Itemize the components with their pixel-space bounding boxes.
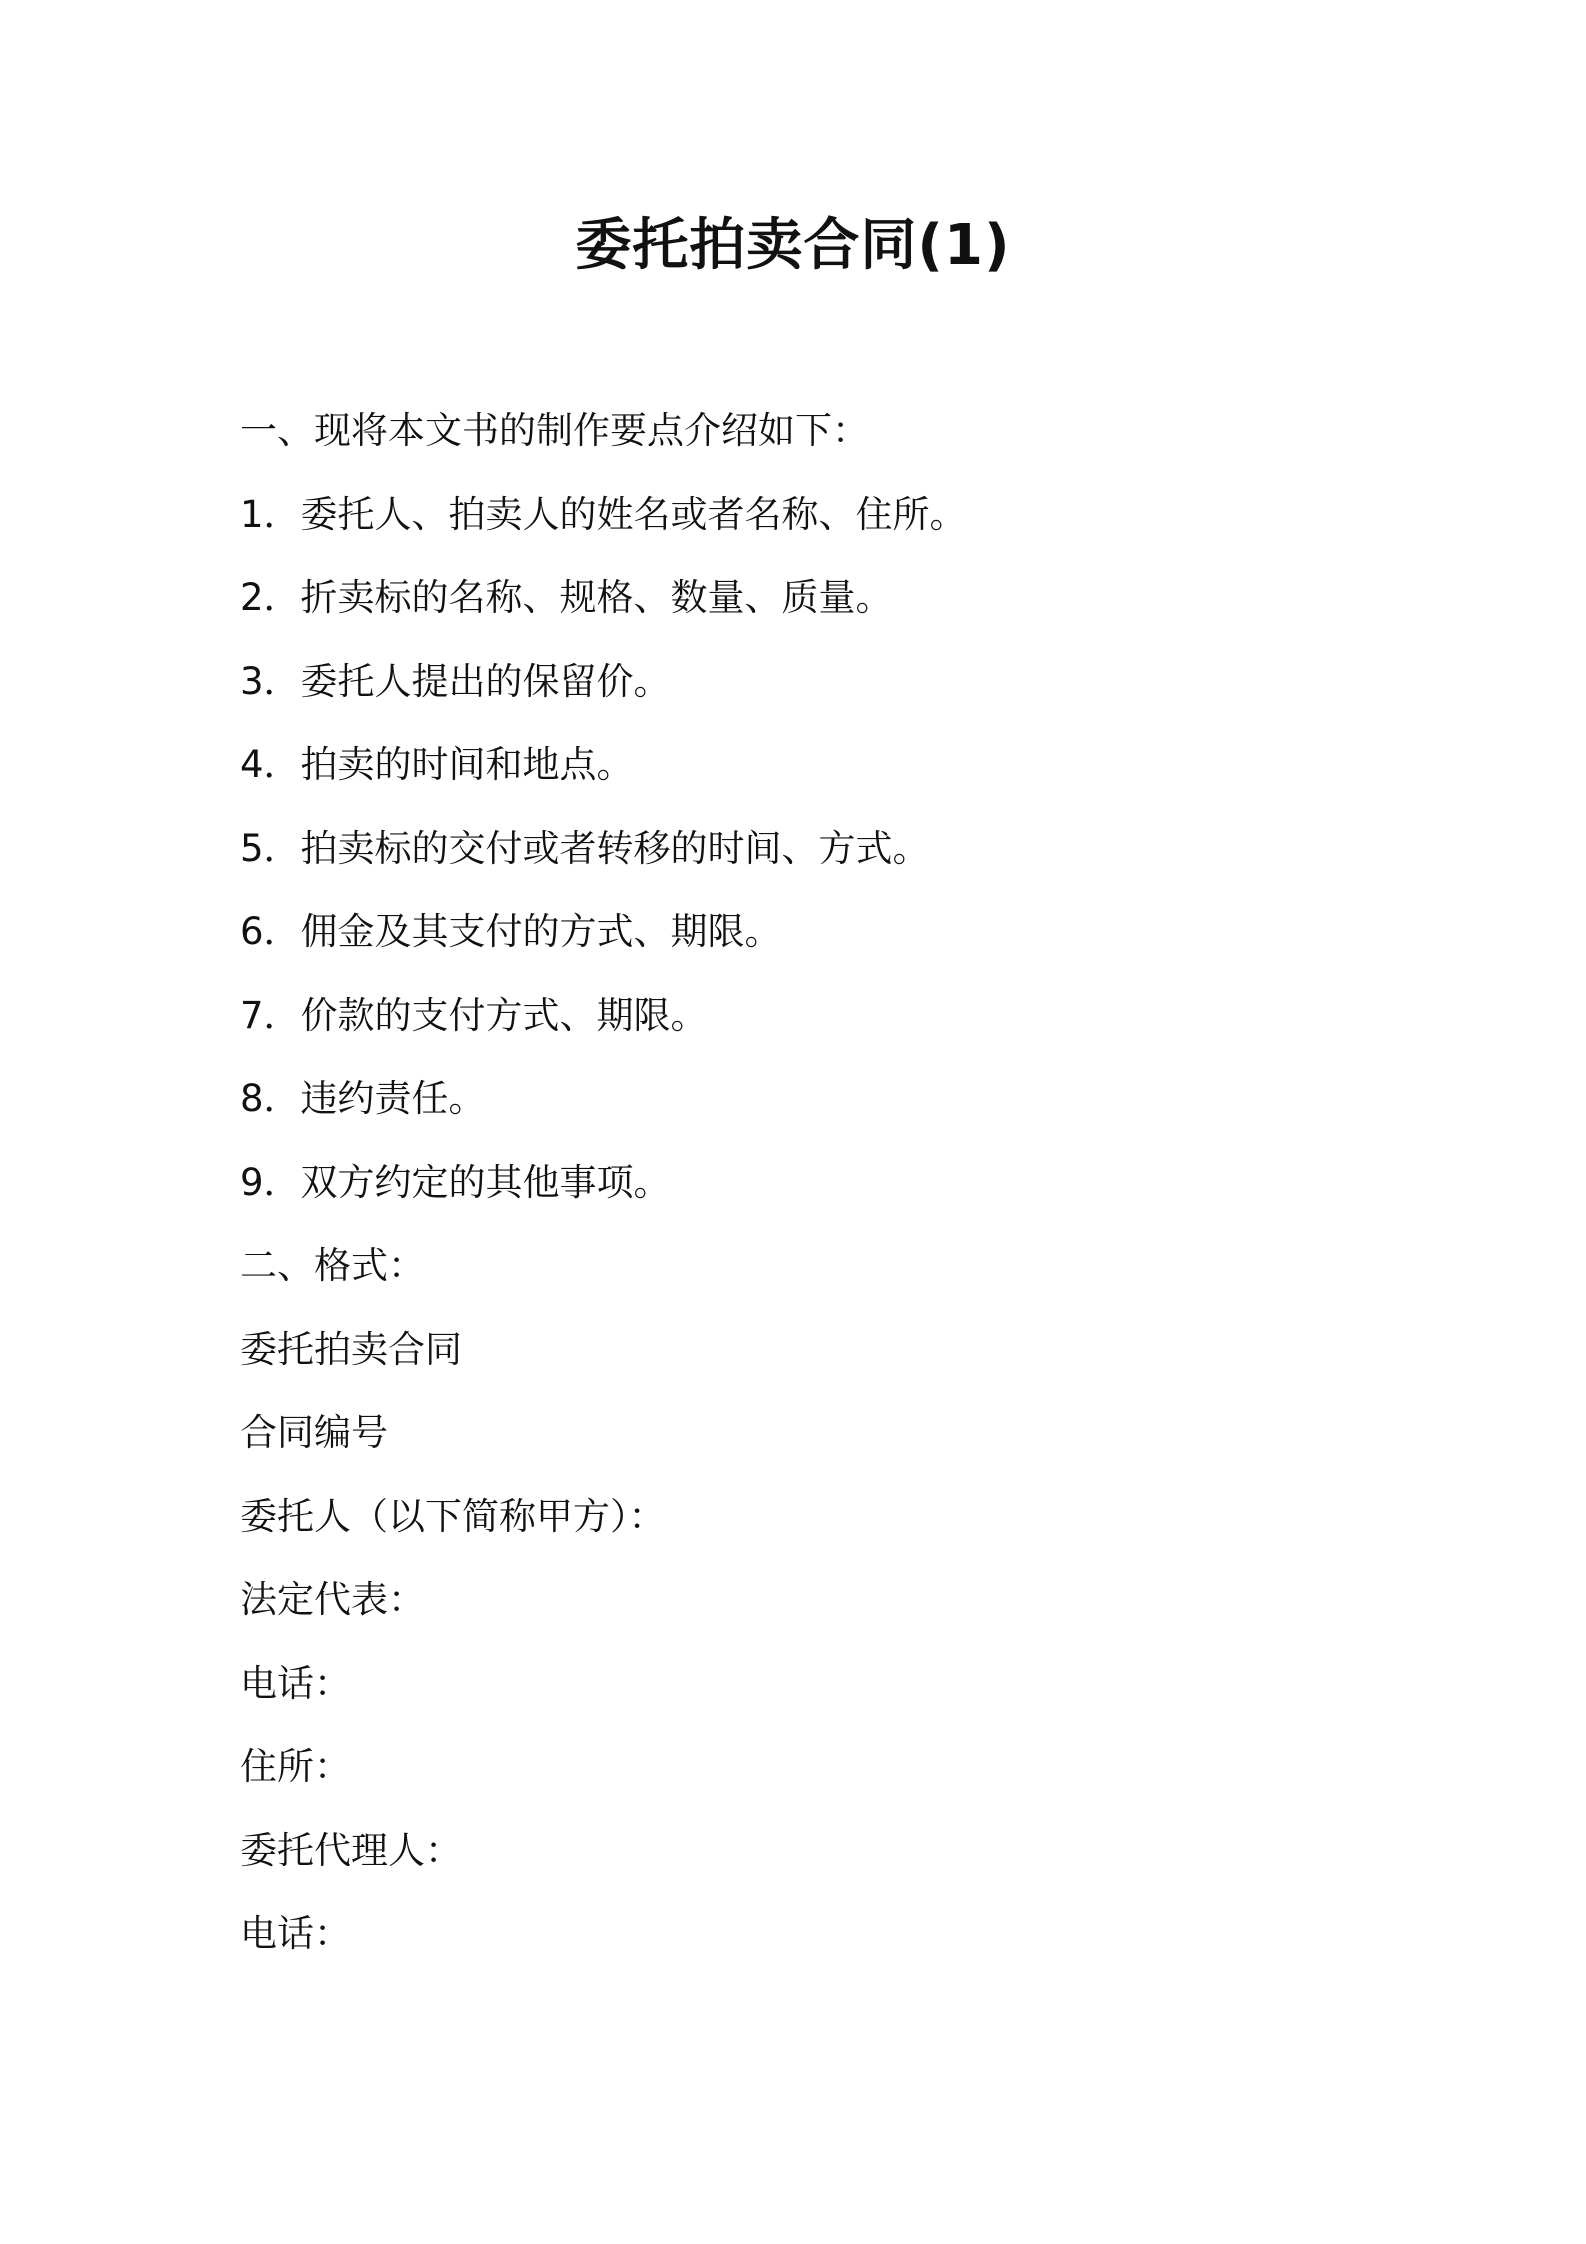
- list-item: [240, 1074, 1350, 1124]
- item-text: 委托人、拍卖人的姓名或者名称、住所。: [300, 492, 967, 536]
- item-number: 7．: [240, 993, 301, 1037]
- item-number: 3．: [240, 659, 301, 703]
- item-number: 2．: [240, 576, 301, 619]
- item-number: 4．: [240, 743, 301, 786]
- document-title: 委托拍卖合同(1): [575, 213, 1011, 278]
- list-item: [240, 740, 1350, 790]
- list-item: [240, 657, 1350, 707]
- list-item: [240, 907, 1350, 957]
- list-item: [240, 490, 1350, 540]
- item-number: 9．: [240, 1160, 301, 1204]
- item-number: 1．: [240, 492, 301, 536]
- item-number: 5．: [240, 826, 301, 870]
- agent-line: 委托代理人：: [240, 1828, 462, 1872]
- section-heading-1: 一、现将本文书的制作要点介绍如下：: [240, 409, 869, 452]
- list-item: [240, 573, 1350, 623]
- list-item: [240, 824, 1350, 874]
- section-heading-2: 二、格式：: [240, 1244, 425, 1287]
- phone-line: 电话：: [240, 1661, 351, 1705]
- item-text: 拍卖的时间和地点。: [300, 743, 634, 786]
- legal-representative-line: 法定代表：: [240, 1578, 425, 1621]
- item-text: 违约责任。: [300, 1077, 486, 1120]
- contract-title-line: 委托拍卖合同: [240, 1327, 462, 1371]
- list-item: [240, 991, 1350, 1041]
- item-text: 双方约定的其他事项。: [300, 1160, 671, 1204]
- list-item: [240, 1158, 1350, 1208]
- item-number: 6．: [240, 910, 301, 953]
- principal-line: 委托人（以下简称甲方）：: [240, 1494, 666, 1538]
- document-body: [240, 406, 1350, 1993]
- item-number: 8．: [240, 1077, 301, 1120]
- item-text: 拍卖标的交付或者转移的时间、方式。: [300, 826, 930, 870]
- item-text: 佣金及其支付的方式、期限。: [300, 910, 782, 953]
- agent-phone-line: 电话：: [240, 1912, 351, 1955]
- address-line: 住所：: [240, 1745, 351, 1788]
- contract-number-line: 合同编号: [240, 1411, 388, 1454]
- item-text: 委托人提出的保留价。: [300, 659, 671, 703]
- item-text: 折卖标的名称、规格、数量、质量。: [300, 576, 893, 619]
- item-text: 价款的支付方式、期限。: [300, 993, 708, 1037]
